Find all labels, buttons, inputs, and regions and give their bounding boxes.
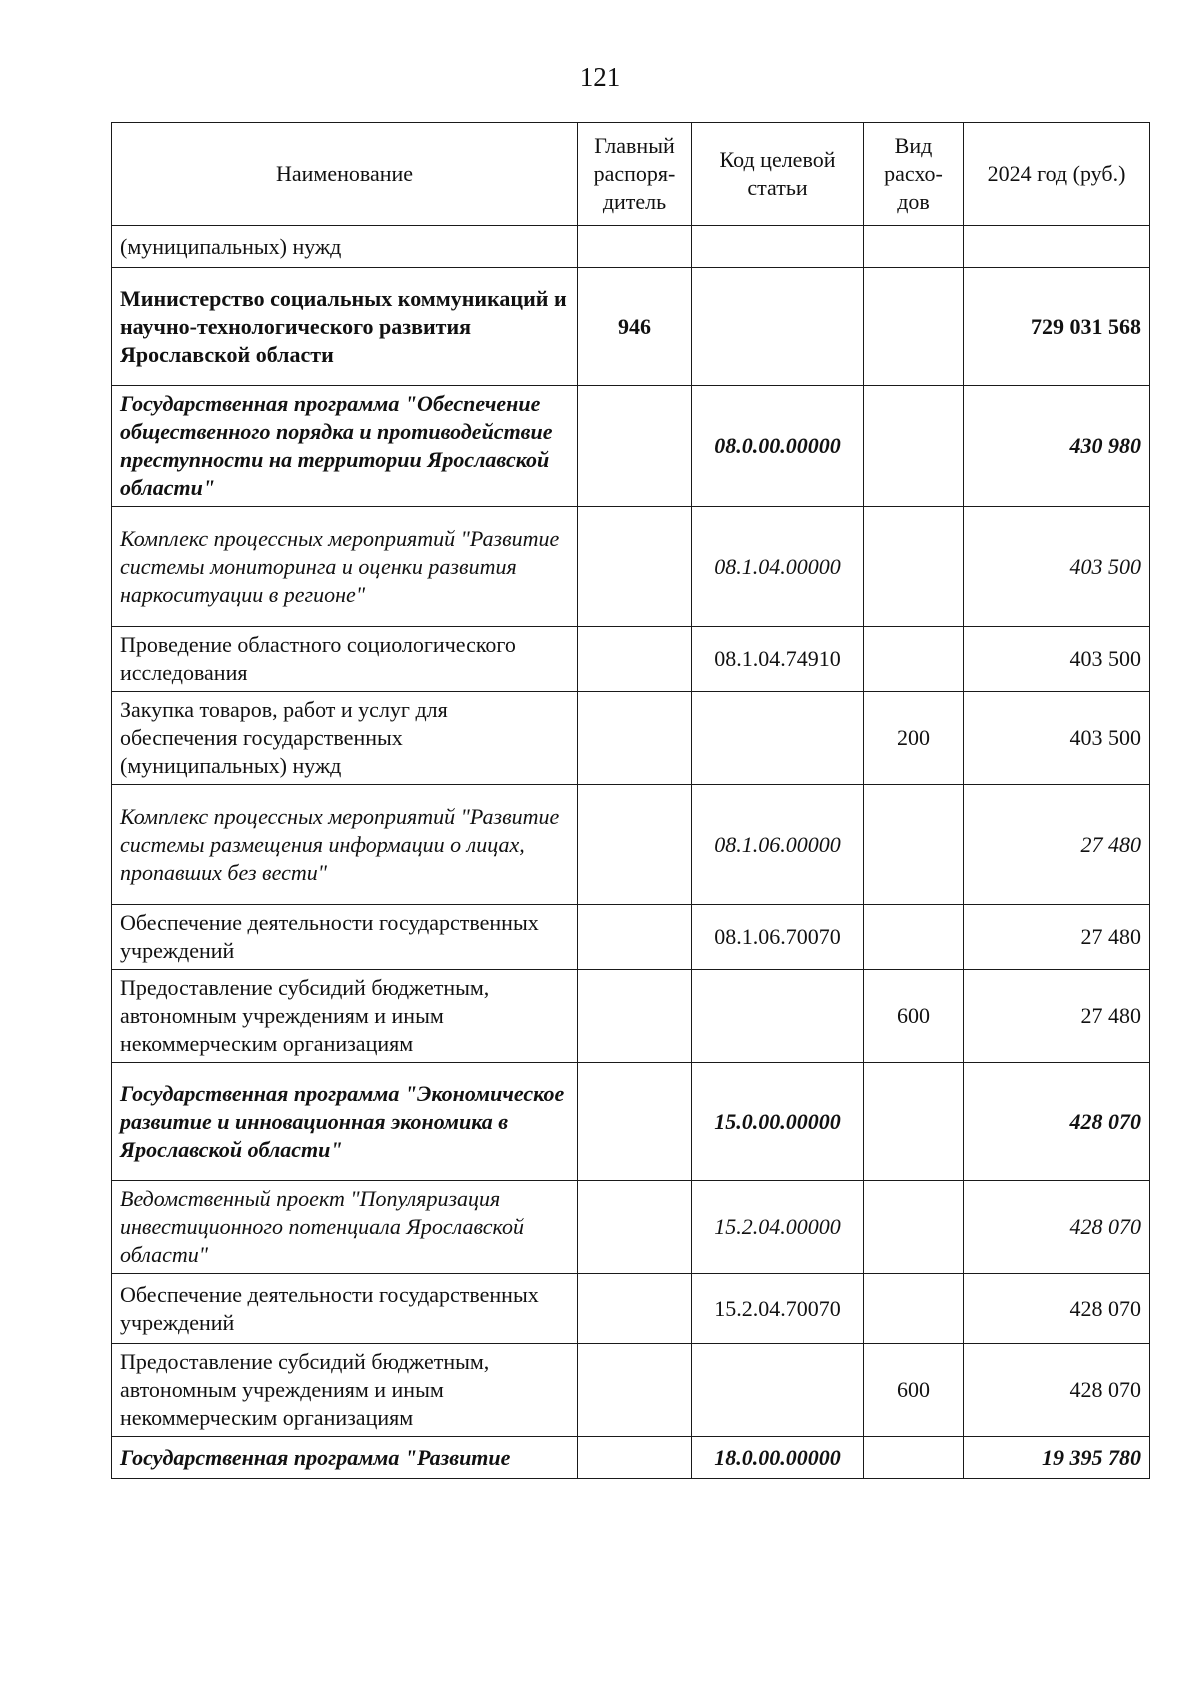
- row-amount-cell: 403 500: [964, 507, 1150, 627]
- row-type-cell: [864, 905, 964, 970]
- row-code-cell: 15.2.04.00000: [692, 1181, 864, 1274]
- col-header-amount: 2024 год (руб.): [964, 123, 1150, 226]
- row-admin-cell: [578, 1437, 692, 1479]
- row-name-cell: Комплекс процессных мероприятий "Развитие системы мониторинга и оценки развития наркоситуации в регионе": [112, 507, 578, 627]
- row-name-cell: Предоставление субсидий бюджетным, автономным учреждениям и иным некоммерческим организациям: [112, 1344, 578, 1437]
- row-type-cell: [864, 386, 964, 507]
- row-type-cell: [864, 1181, 964, 1274]
- row-code-cell: 08.1.04.74910: [692, 627, 864, 692]
- row-type-cell: [864, 268, 964, 386]
- budget-table: [111, 122, 1150, 1479]
- row-admin-cell: [578, 1063, 692, 1181]
- row-amount-cell: 428 070: [964, 1274, 1150, 1344]
- page-number: 121: [579, 62, 621, 92]
- row-admin-cell: [578, 1181, 692, 1274]
- table-row: [112, 386, 1150, 507]
- table-row: [112, 1274, 1150, 1344]
- row-amount-cell: 403 500: [964, 692, 1150, 785]
- row-name-cell: Государственная программа "Экономическое развитие и инновационная экономика в Ярославской области": [112, 1063, 578, 1181]
- row-code-cell: [692, 692, 864, 785]
- row-name-cell: Проведение областного социологического исследования: [112, 627, 578, 692]
- row-type-cell: 200: [864, 692, 964, 785]
- row-type-cell: [864, 627, 964, 692]
- table-row: [112, 970, 1150, 1063]
- table-row: [112, 226, 1150, 268]
- row-admin-cell: [578, 970, 692, 1063]
- row-code-cell: [692, 268, 864, 386]
- row-admin-cell: [578, 1344, 692, 1437]
- col-header-name: Наименование: [112, 123, 578, 226]
- table-row: [112, 268, 1150, 386]
- row-code-cell: [692, 970, 864, 1063]
- row-amount-cell: 19 395 780: [964, 1437, 1150, 1479]
- row-name-cell: (муниципальных) нужд: [112, 226, 578, 268]
- col-header-admin: Главный распоря-дитель: [578, 123, 692, 226]
- row-admin-cell: [578, 905, 692, 970]
- row-amount-cell: 403 500: [964, 627, 1150, 692]
- row-amount-cell: 428 070: [964, 1181, 1150, 1274]
- row-type-cell: [864, 507, 964, 627]
- row-code-cell: 08.0.00.00000: [692, 386, 864, 507]
- row-admin-cell: [578, 785, 692, 905]
- table-row: [112, 692, 1150, 785]
- table-row: [112, 507, 1150, 627]
- row-admin-cell: [578, 226, 692, 268]
- row-code-cell: 08.1.06.00000: [692, 785, 864, 905]
- col-header-type: Вид расхо-дов: [864, 123, 964, 226]
- row-amount-cell: 27 480: [964, 905, 1150, 970]
- row-amount-cell: 27 480: [964, 970, 1150, 1063]
- row-amount-cell: [964, 226, 1150, 268]
- row-amount-cell: 27 480: [964, 785, 1150, 905]
- row-type-cell: [864, 1063, 964, 1181]
- row-type-cell: [864, 1437, 964, 1479]
- row-code-cell: [692, 1344, 864, 1437]
- row-name-cell: Обеспечение деятельности государственных учреждений: [112, 905, 578, 970]
- table-body: [112, 226, 1150, 1479]
- row-type-cell: [864, 785, 964, 905]
- row-admin-cell: [578, 1274, 692, 1344]
- table-row: [112, 1437, 1150, 1479]
- row-admin-cell: [578, 386, 692, 507]
- row-name-cell: Государственная программа "Обеспечение общественного порядка и противодействие преступности на территории Ярославской области": [112, 386, 578, 507]
- row-name-cell: Обеспечение деятельности государственных учреждений: [112, 1274, 578, 1344]
- row-type-cell: 600: [864, 970, 964, 1063]
- row-name-cell: Комплекс процессных мероприятий "Развитие системы размещения информации о лицах, пропавших без вести": [112, 785, 578, 905]
- row-admin-cell: [578, 692, 692, 785]
- table-header-row: [112, 123, 1150, 226]
- row-name-cell: Государственная программа "Развитие: [112, 1437, 578, 1479]
- table-row: [112, 1063, 1150, 1181]
- row-type-cell: 600: [864, 1344, 964, 1437]
- table-row: [112, 905, 1150, 970]
- row-code-cell: 18.0.00.00000: [692, 1437, 864, 1479]
- table-row: [112, 785, 1150, 905]
- row-amount-cell: 428 070: [964, 1063, 1150, 1181]
- table-row: [112, 1181, 1150, 1274]
- row-type-cell: [864, 1274, 964, 1344]
- row-amount-cell: 430 980: [964, 386, 1150, 507]
- row-name-cell: Предоставление субсидий бюджетным, автономным учреждениям и иным некоммерческим организациям: [112, 970, 578, 1063]
- row-amount-cell: 428 070: [964, 1344, 1150, 1437]
- row-name-cell: Министерство социальных коммуникаций и научно-технологического развития Ярославской области: [112, 268, 578, 386]
- row-admin-cell: [578, 627, 692, 692]
- row-type-cell: [864, 226, 964, 268]
- row-admin-cell: 946: [578, 268, 692, 386]
- row-code-cell: 15.0.00.00000: [692, 1063, 864, 1181]
- row-code-cell: 08.1.06.70070: [692, 905, 864, 970]
- table-row: [112, 1344, 1150, 1437]
- row-code-cell: 15.2.04.70070: [692, 1274, 864, 1344]
- row-code-cell: 08.1.04.00000: [692, 507, 864, 627]
- row-code-cell: [692, 226, 864, 268]
- row-admin-cell: [578, 507, 692, 627]
- row-name-cell: Ведомственный проект "Популяризация инвестиционного потенциала Ярославской области": [112, 1181, 578, 1274]
- row-name-cell: Закупка товаров, работ и услуг для обеспечения государственных (муниципальных) нужд: [112, 692, 578, 785]
- row-amount-cell: 729 031 568: [964, 268, 1150, 386]
- col-header-code: Код целевой статьи: [692, 123, 864, 226]
- table-row: [112, 627, 1150, 692]
